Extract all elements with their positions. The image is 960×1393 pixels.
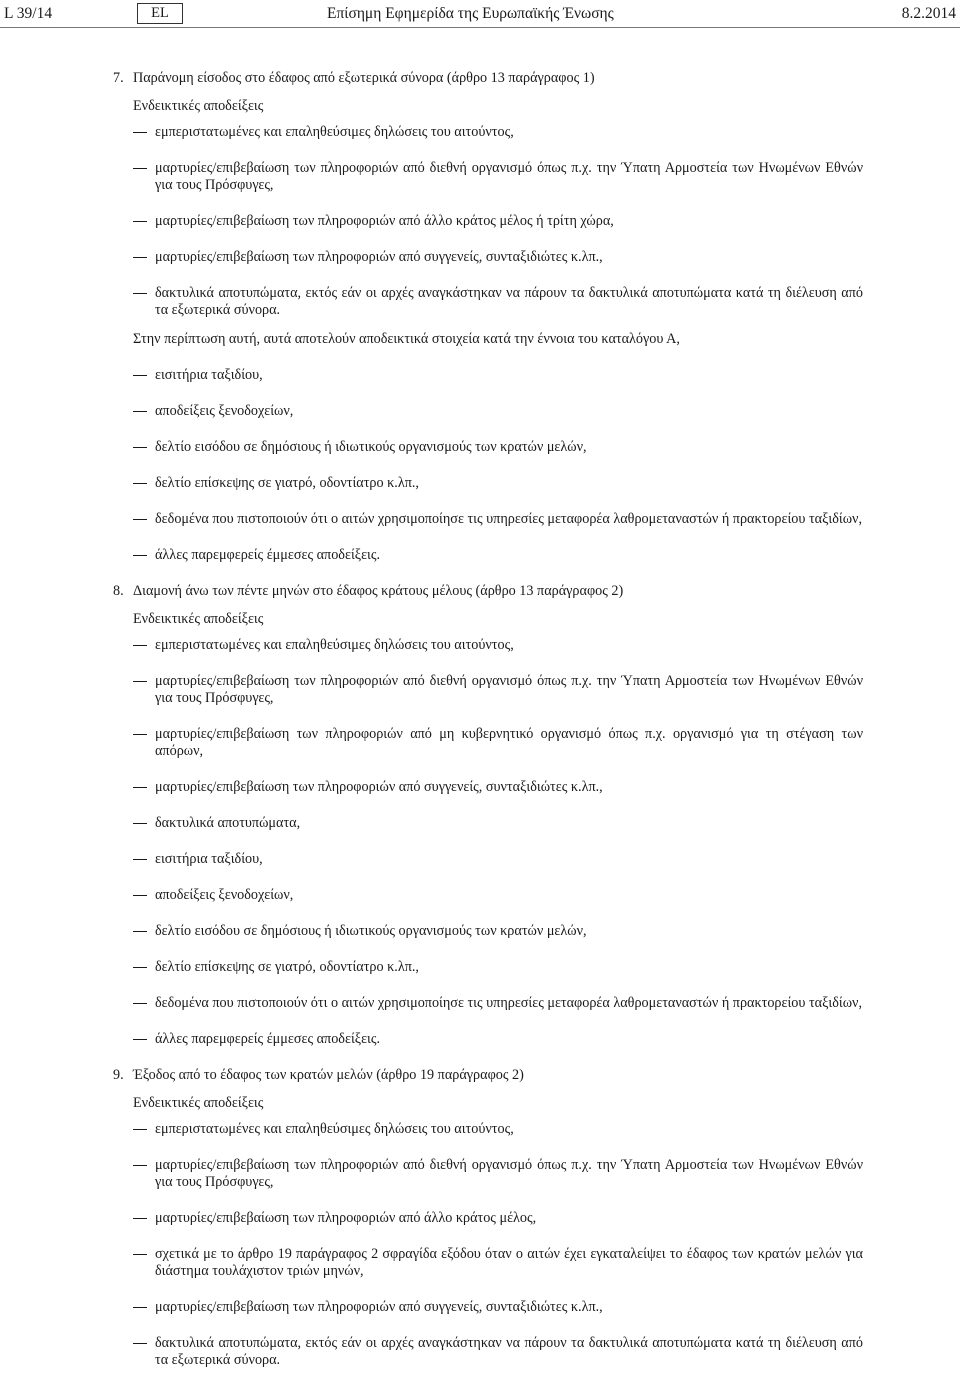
list-item-text: δακτυλικά αποτυπώματα, εκτός εάν οι αρχές αναγκάστηκαν να πάρουν τα δακτυλικά αποτυπώματα κατά τη διέλευση από τα εξωτερικά σύνορα. <box>155 285 863 318</box>
list-item <box>0 1246 960 1280</box>
dash-icon <box>133 1003 147 1004</box>
list-item-text: αποδείξεις ξενοδοχείων, <box>155 887 294 903</box>
list-item-text: δελτίο εισόδου σε δημόσιους ή ιδιωτικούς οργανισμούς των κρατών μελών, <box>155 439 587 455</box>
dash-icon <box>133 519 147 520</box>
list-item-text: δακτυλικά αποτυπώματα, εκτός εάν οι αρχές αναγκάστηκαν να πάρουν τα δακτυλικά αποτυπώματα κατά τη διέλευση από τα εξωτερικά σύνορα. <box>155 1335 863 1368</box>
list-item-text: δεδομένα που πιστοποιούν ότι ο αιτών χρησιμοποίησε τις υπηρεσίες μεταφορέα λαθρομεταναστών ή πρακτορείου ταξιδίων, <box>155 995 863 1011</box>
list-item-text: εμπεριστατωμένες και επαληθεύσιμες δηλώσεις του αιτούντος, <box>155 637 514 653</box>
list-item-text: μαρτυρίες/επιβεβαίωση των πληροφοριών από διεθνή οργανισμό όπως π.χ. την Ύπατη Αρμοστεία των Ηνωμένων Εθνών για τους Πρόσφυγες, <box>155 1157 863 1190</box>
dash-icon <box>133 859 147 860</box>
section-heading <box>0 583 960 600</box>
list-item <box>0 923 960 940</box>
section-heading <box>0 70 960 87</box>
header-divider <box>0 27 960 28</box>
evidence-heading: Ενδεικτικές αποδείξεις <box>133 611 264 627</box>
list-item-text: μαρτυρίες/επιβεβαίωση των πληροφοριών από συγγενείς, συνταξιδιώτες κ.λπ., <box>155 1299 603 1315</box>
section-number: 7. <box>113 70 124 86</box>
document-body <box>0 70 960 1383</box>
language-badge: EL <box>137 3 183 24</box>
list-item-text: μαρτυρίες/επιβεβαίωση των πληροφοριών από άλλο κράτος μέλος, <box>155 1210 537 1226</box>
dash-icon <box>133 895 147 896</box>
list-item-text: δελτίο εισόδου σε δημόσιους ή ιδιωτικούς οργανισμούς των κρατών μελών, <box>155 923 587 939</box>
list-item-text: δακτυλικά αποτυπώματα, <box>155 815 301 831</box>
dash-icon <box>133 411 147 412</box>
section-number: 9. <box>113 1067 124 1083</box>
section-title: Έξοδος από το έδαφος των κρατών μελών (άρθρο 19 παράγραφος 2) <box>133 1067 524 1083</box>
dash-icon <box>133 447 147 448</box>
list-item <box>0 160 960 194</box>
dash-icon <box>133 375 147 376</box>
publication-date: 8.2.2014 <box>901 5 956 22</box>
dash-icon <box>133 1039 147 1040</box>
list-item <box>0 1157 960 1191</box>
list-item <box>0 1031 960 1048</box>
list-item <box>0 403 960 420</box>
list-item <box>0 1299 960 1316</box>
list-item <box>0 779 960 796</box>
dash-icon <box>133 931 147 932</box>
list-item-text: αποδείξεις ξενοδοχείων, <box>155 403 294 419</box>
dash-icon <box>133 1254 147 1255</box>
dash-icon <box>133 1165 147 1166</box>
dash-icon <box>133 293 147 294</box>
list-item <box>0 637 960 654</box>
list-item-text: δελτίο επίσκεψης σε γιατρό, οδοντίατρο κ.λπ., <box>155 475 419 491</box>
dash-icon <box>133 967 147 968</box>
list-item <box>0 726 960 760</box>
list-item-text: εισιτήρια ταξιδίου, <box>155 367 263 383</box>
list-item-text: μαρτυρίες/επιβεβαίωση των πληροφοριών από διεθνή οργανισμό όπως π.χ. την Ύπατη Αρμοστεία των Ηνωμένων Εθνών για τους Πρόσφυγες, <box>155 673 863 706</box>
dash-icon <box>133 681 147 682</box>
list-item <box>0 367 960 384</box>
list-item-text: σχετικά με το άρθρο 19 παράγραφος 2 σφραγίδα εξόδου όταν ο αιτών έχει εγκαταλείψει το έδαφος των κρατών μελών για διάστημα τουλάχιστον τριών μηνών, <box>155 1246 863 1279</box>
list-item <box>0 995 960 1012</box>
section-7 <box>0 70 960 564</box>
section-9 <box>0 1067 960 1369</box>
list-item-text: εμπεριστατωμένες και επαληθεύσιμες δηλώσεις του αιτούντος, <box>155 1121 514 1137</box>
dash-icon <box>133 168 147 169</box>
dash-icon <box>133 221 147 222</box>
list-item <box>0 1121 960 1138</box>
dash-icon <box>133 1343 147 1344</box>
list-item-text: εμπεριστατωμένες και επαληθεύσιμες δηλώσεις του αιτούντος, <box>155 124 514 140</box>
list-item <box>0 285 960 319</box>
journal-title: Επίσημη Εφημερίδα της Ευρωπαϊκής Ένωσης <box>327 5 614 22</box>
intro-paragraph: Στην περίπτωση αυτή, αυτά αποτελούν αποδεικτικά στοιχεία κατά την έννοια του καταλόγου Α, <box>133 331 680 347</box>
list-item-text: δελτίο επίσκεψης σε γιατρό, οδοντίατρο κ.λπ., <box>155 959 419 975</box>
list-item <box>0 1210 960 1227</box>
list-item-text: μαρτυρίες/επιβεβαίωση των πληροφοριών από συγγενείς, συνταξιδιώτες κ.λπ., <box>155 779 603 795</box>
list-item <box>0 851 960 868</box>
dash-icon <box>133 257 147 258</box>
list-item <box>0 439 960 456</box>
list-item <box>0 815 960 832</box>
list-item <box>0 511 960 528</box>
list-item-text: μαρτυρίες/επιβεβαίωση των πληροφοριών από διεθνή οργανισμό όπως π.χ. την Ύπατη Αρμοστεία των Ηνωμένων Εθνών για τους Πρόσφυγες, <box>155 160 863 193</box>
section-8 <box>0 583 960 1048</box>
page-header <box>0 3 960 25</box>
dash-icon <box>133 132 147 133</box>
list-item <box>0 475 960 492</box>
section-title: Διαμονή άνω των πέντε μηνών στο έδαφος κράτους μέλους (άρθρο 13 παράγραφος 2) <box>133 583 624 599</box>
dash-icon <box>133 823 147 824</box>
list-item <box>0 887 960 904</box>
page-reference: L 39/14 <box>4 5 53 22</box>
list-item <box>0 124 960 141</box>
list-item <box>0 1335 960 1369</box>
list-item <box>0 249 960 266</box>
list-item-text: άλλες παρεμφερείς έμμεσες αποδείξεις. <box>155 547 381 563</box>
list-item <box>0 213 960 230</box>
list-item-text: εισιτήρια ταξιδίου, <box>155 851 263 867</box>
list-item-text: μαρτυρίες/επιβεβαίωση των πληροφοριών από μη κυβερνητικό οργανισμό όπως π.χ. οργανισμό για τη στέγαση των απόρων, <box>155 726 863 759</box>
list-item <box>0 547 960 564</box>
dash-icon <box>133 734 147 735</box>
list-item-text: δεδομένα που πιστοποιούν ότι ο αιτών χρησιμοποίησε τις υπηρεσίες μεταφορέα λαθρομεταναστών ή πρακτορείου ταξιδίων, <box>155 511 863 527</box>
dash-icon <box>133 645 147 646</box>
evidence-heading: Ενδεικτικές αποδείξεις <box>133 1095 264 1111</box>
list-item-text: μαρτυρίες/επιβεβαίωση των πληροφοριών από άλλο κράτος μέλος ή τρίτη χώρα, <box>155 213 614 229</box>
dash-icon <box>133 1129 147 1130</box>
section-title: Παράνομη είσοδος στο έδαφος από εξωτερικά σύνορα (άρθρο 13 παράγραφος 1) <box>133 70 595 86</box>
dash-icon <box>133 555 147 556</box>
dash-icon <box>133 483 147 484</box>
dash-icon <box>133 1307 147 1308</box>
list-item <box>0 959 960 976</box>
dash-icon <box>133 787 147 788</box>
list-item <box>0 673 960 707</box>
section-heading <box>0 1067 960 1084</box>
section-number: 8. <box>113 583 124 599</box>
list-item-text: άλλες παρεμφερείς έμμεσες αποδείξεις. <box>155 1031 381 1047</box>
dash-icon <box>133 1218 147 1219</box>
list-item-text: μαρτυρίες/επιβεβαίωση των πληροφοριών από συγγενείς, συνταξιδιώτες κ.λπ., <box>155 249 603 265</box>
evidence-heading: Ενδεικτικές αποδείξεις <box>133 98 264 114</box>
